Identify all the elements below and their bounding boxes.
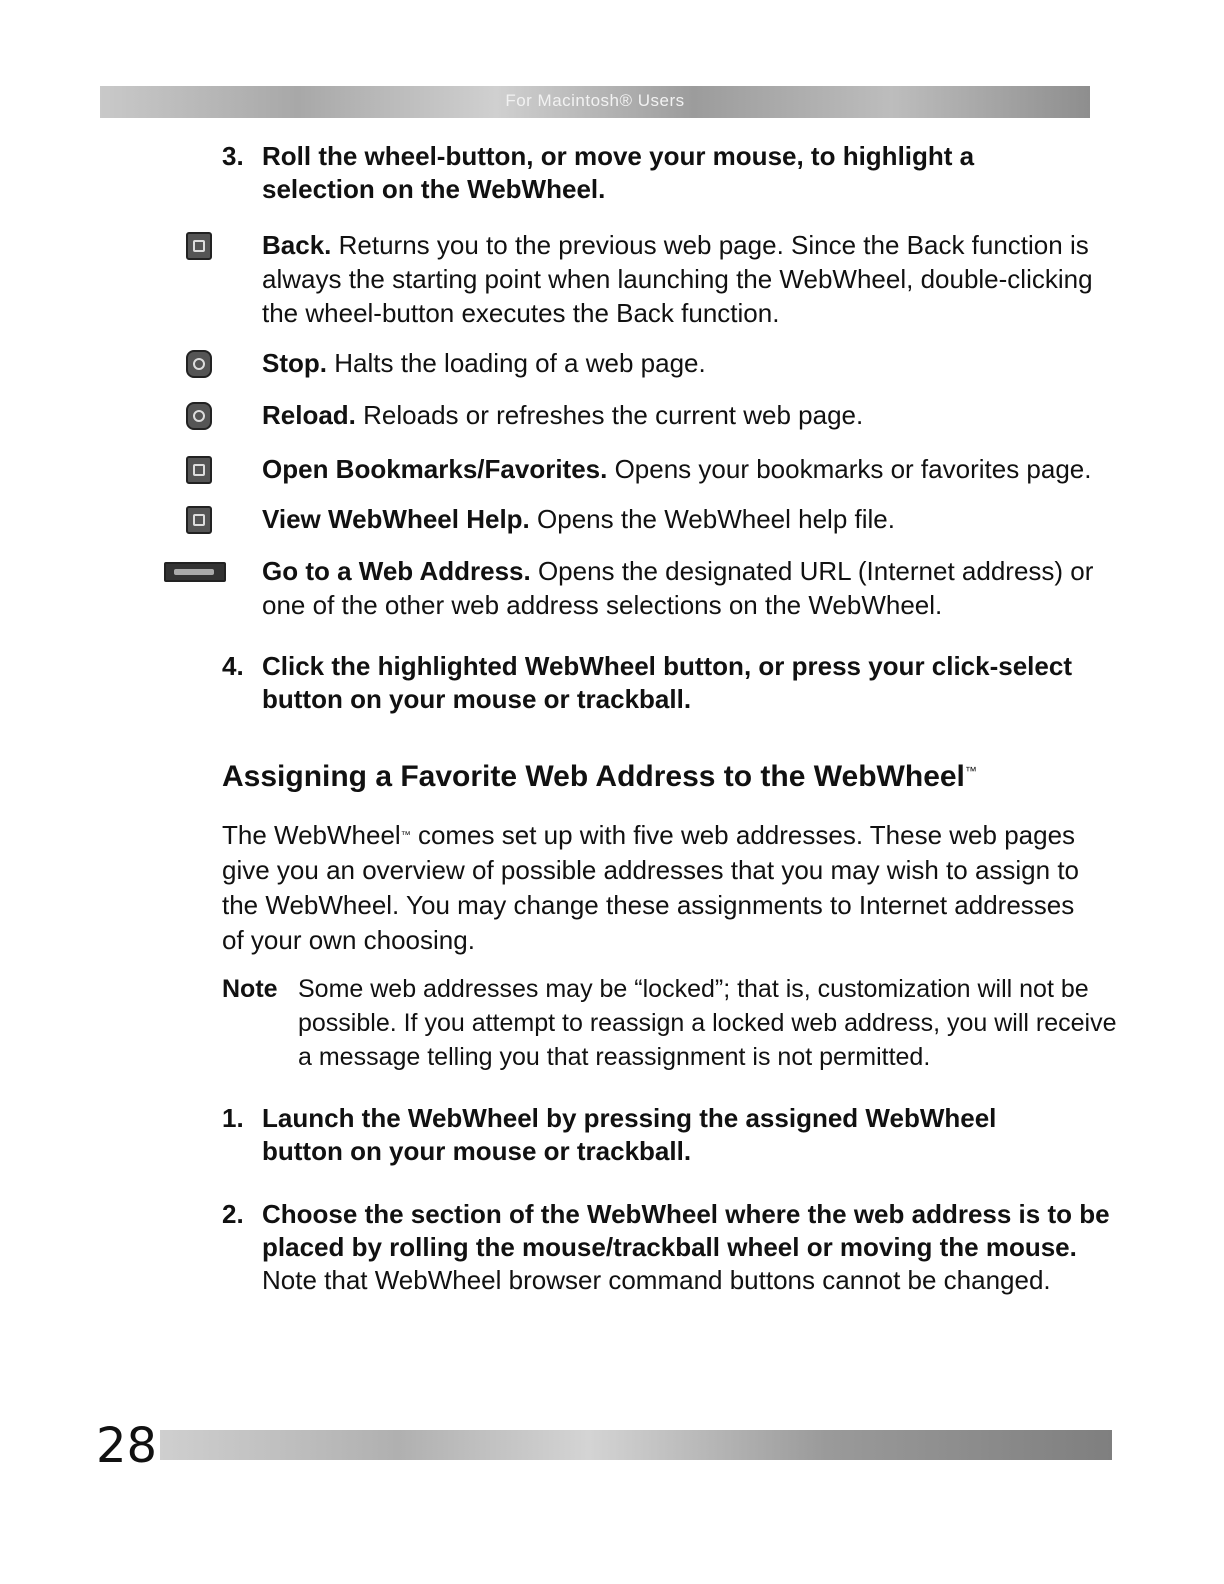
item-term: Open Bookmarks/Favorites.	[262, 454, 608, 484]
step-number: 2.	[222, 1199, 244, 1229]
note-label: Note	[222, 975, 278, 1003]
step-number: 4.	[222, 651, 244, 681]
header-text: For Macintosh® Users	[505, 91, 685, 110]
step-text-plain: Note that WebWheel browser command buttons cannot be changed.	[262, 1265, 1051, 1295]
step-number: 1.	[222, 1103, 244, 1133]
bookmarks-icon	[186, 456, 212, 484]
para-trademark: ™	[400, 830, 411, 841]
trademark-mark: ™	[964, 764, 977, 778]
intro-paragraph	[222, 818, 1102, 958]
back-icon	[186, 232, 212, 260]
item-desc: Opens the WebWheel help file.	[537, 504, 895, 534]
help-icon	[186, 506, 212, 534]
item-desc: Halts the loading of a web page.	[334, 348, 706, 378]
step-number: 3.	[222, 141, 244, 171]
reload-icon	[186, 402, 212, 430]
step-text: Roll the wheel-button, or move your mouse, to highlight a selection on the WebWheel.	[262, 141, 975, 204]
item-desc: Opens your bookmarks or favorites page.	[614, 454, 1092, 484]
item-term: Back.	[262, 230, 332, 260]
item-term: View WebWheel Help.	[262, 504, 530, 534]
para-part-b: comes set up with five web addresses. These web pages give you an overview of possible addresses that you may wish to assign to the WebWheel. You may change these assignments to Internet addresses of your own choosing.	[222, 820, 1080, 955]
footer-band	[160, 1430, 1112, 1460]
stop-icon	[186, 350, 212, 378]
item-term: Stop.	[262, 348, 327, 378]
item-desc: Opens the designated URL (Internet address) or one of the other web address selections on the WebWheel.	[262, 556, 1094, 620]
section-title	[222, 760, 977, 794]
header-band	[100, 86, 1090, 118]
para-part-a: The WebWheel	[222, 820, 401, 850]
step-text: Choose the section of the WebWheel where the web address is to be placed by rolling the mouse/trackball wheel or moving the mouse.	[262, 1199, 1110, 1262]
web-address-icon	[164, 562, 226, 582]
item-term: Go to a Web Address.	[262, 556, 531, 586]
step-text: Launch the WebWheel by pressing the assigned WebWheel button on your mouse or trackball.	[262, 1103, 997, 1166]
item-desc: Reloads or refreshes the current web page.	[363, 400, 864, 430]
note-text: Some web addresses may be “locked”; that is, customization will not be possible. If you attempt to reassign a locked web address, you will receive a message telling you that reassignment is not permitted.	[298, 975, 1117, 1071]
section-title-text: Assigning a Favorite Web Address to the WebWheel	[222, 760, 965, 793]
item-term: Reload.	[262, 400, 356, 430]
page-number: 28	[96, 1418, 158, 1474]
item-desc: Returns you to the previous web page. Since the Back function is always the starting point when launching the WebWheel, double-clicking the wheel-button executes the Back function.	[262, 230, 1093, 328]
step-text: Click the highlighted WebWheel button, or press your click-select button on your mouse or trackball.	[262, 651, 1072, 714]
